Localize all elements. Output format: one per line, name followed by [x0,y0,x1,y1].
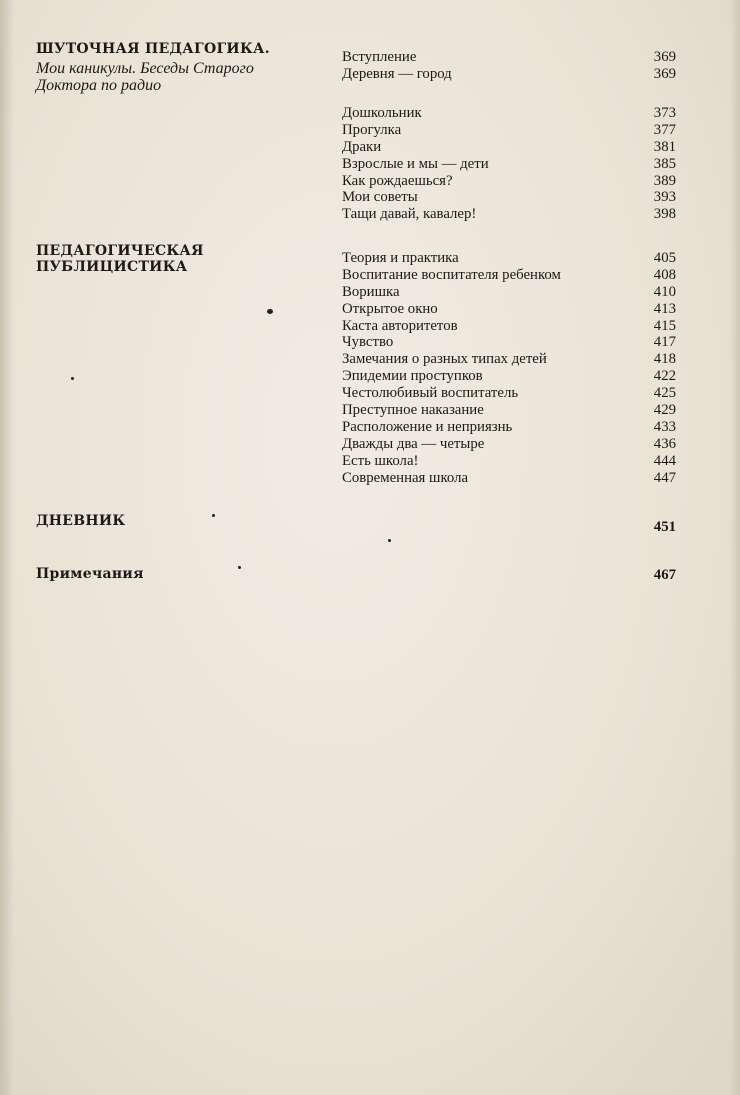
toc-entry-page: 413 [653,300,676,317]
toc-entry-page: 425 [653,385,676,402]
toc-entry-title: Каста авторитетов [342,317,458,334]
toc-entry-page: 398 [653,206,676,223]
toc-entry-page: 405 [653,250,676,266]
toc-entry-page: 410 [653,283,676,300]
toc-entry-title: Есть школа! [342,452,419,469]
toc-entry[interactable] [342,470,676,487]
toc-entry[interactable] [342,267,676,284]
toc-entry[interactable] [342,139,676,156]
toc-entry[interactable] [342,189,676,206]
toc-entry-title: Как рождаешься? [342,172,453,189]
toc-entry[interactable] [342,351,676,368]
toc-entry[interactable] [342,250,676,267]
toc-entry-title: Драки [342,138,382,155]
toc-entry-page: 444 [653,452,676,469]
toc-entry-page: 422 [653,368,676,385]
toc-entry-page: 447 [653,469,676,486]
toc-entry-title: Честолюбивый воспитатель [342,385,519,402]
toc-entry-title: Преступное наказание [342,402,484,419]
subtitle-line: Мои каникулы. Беседы Старого [36,60,254,77]
toc-group-humor-intro [342,49,676,83]
toc-entry-page: 393 [653,189,676,206]
toc-entry-title: Вступление [342,49,417,65]
toc-entry[interactable] [342,318,676,335]
toc-entry[interactable] [342,122,676,139]
toc-entry-title: Дошкольник [342,105,422,121]
toc-entry-page: 418 [653,351,676,368]
toc-entry-page: 381 [653,138,676,155]
page-right-edge [730,0,740,1095]
toc-entry-title: Эпидемии проступков [342,368,483,385]
diary-page-number[interactable]: 451 [653,519,676,535]
section-heading-diary: ДНЕВНИК [36,513,126,529]
toc-entry[interactable] [342,453,676,470]
ink-speck [388,539,391,542]
ink-speck [267,309,273,314]
toc-entry-page: 415 [653,317,676,334]
toc-entry-title: Теория и практика [342,250,459,266]
toc-entry-title: Мои советы [342,189,418,206]
toc-group-humor-radio [342,105,676,223]
page-left-edge [0,0,14,1095]
subtitle-line: Доктора по радио [36,77,162,94]
toc-entry[interactable] [342,368,676,385]
heading-line: ПУБЛИЦИСТИКА [36,259,188,275]
toc-entry-title: Расположение и неприязнь [342,418,513,435]
toc-entry-title: Воспитание воспитателя ребенком [342,266,561,283]
toc-entry-page: 433 [653,418,676,435]
toc-entry-page: 369 [653,49,676,65]
toc-entry[interactable] [342,334,676,351]
toc-entry-page: 389 [653,172,676,189]
toc-entry-page: 373 [653,105,676,121]
toc-entry-page: 377 [653,121,676,138]
toc-entry-title: Открытое окно [342,300,438,317]
toc-entry-title: Деревня — город [342,65,452,82]
toc-entry-title: Тащи давай, кавалер! [342,206,477,223]
section-heading-notes: Примечания [36,566,144,582]
toc-entry[interactable] [342,49,676,66]
toc-entry[interactable] [342,105,676,122]
ink-speck [212,514,215,517]
toc-entry-page: 417 [653,334,676,351]
toc-entry[interactable] [342,206,676,223]
toc-entry[interactable] [342,419,676,436]
toc-entry-title: Замечания о разных типах детей [342,351,547,368]
section-heading-humor: ШУТОЧНАЯ ПЕДАГОГИКА. [36,41,270,57]
toc-entry-title: Чувство [342,334,394,351]
toc-entry[interactable] [342,284,676,301]
heading-line: ПЕДАГОГИЧЕСКАЯ [36,243,204,259]
toc-entry[interactable] [342,301,676,318]
toc-entry-page: 429 [653,402,676,419]
toc-entry-page: 385 [653,155,676,172]
toc-entry[interactable] [342,385,676,402]
ink-speck [71,377,74,380]
toc-entry[interactable] [342,402,676,419]
toc-entry-page: 369 [653,65,676,82]
ink-speck [238,566,241,569]
notes-page-number[interactable]: 467 [653,567,676,583]
toc-entry-page: 408 [653,266,676,283]
toc-entry[interactable] [342,156,676,173]
toc-entry[interactable] [342,436,676,453]
section-subtitle-humor [36,60,336,94]
toc-entry-title: Взрослые и мы — дети [342,155,489,172]
toc-entry-title: Воришка [342,283,400,300]
toc-group-publicism [342,250,676,486]
section-heading-publicism [36,243,326,275]
toc-entry-title: Дважды два — четыре [342,435,485,452]
toc-entry-page: 436 [653,435,676,452]
toc-entry-title: Прогулка [342,121,402,138]
toc-entry[interactable] [342,173,676,190]
toc-entry[interactable] [342,66,676,83]
toc-entry-title: Современная школа [342,469,469,486]
